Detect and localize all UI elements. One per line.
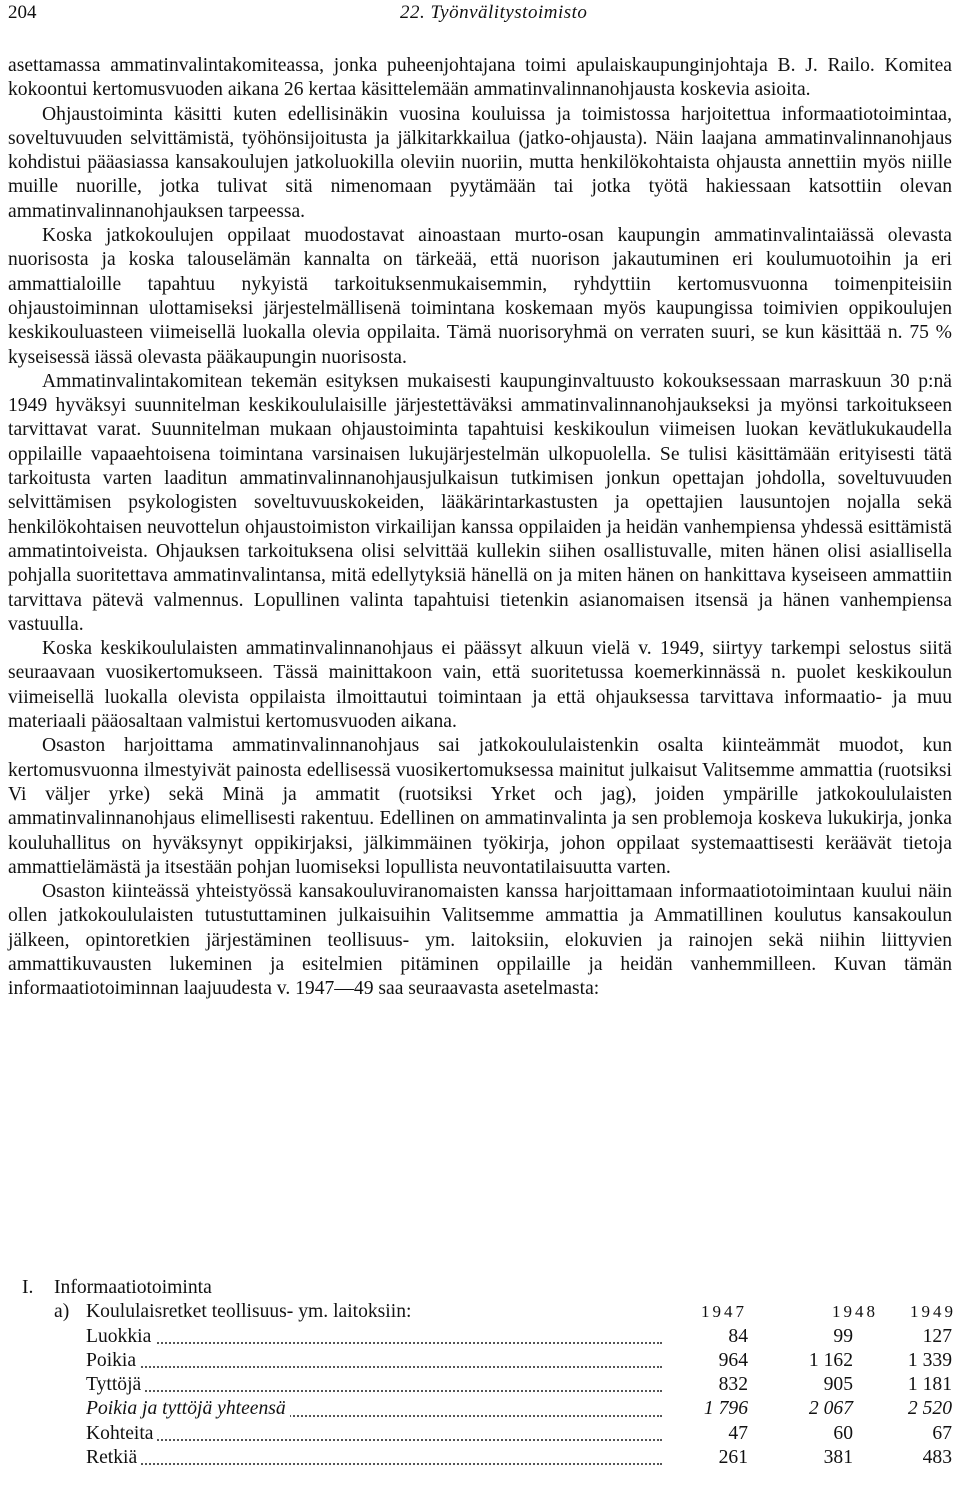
table-row <box>8 1325 952 1349</box>
year-header: 1949 <box>910 1302 956 1322</box>
statistics-table <box>8 1276 956 1470</box>
paragraph: Osaston harjoittama ammatinvalinnanohjaus sai jatkokoululaistenkin osalta kiinteämmät muodot, kun kertomusvuonna ilmestyivät painosta edellisessä vuosikertomuksessa mainitut julkaisut Valitsemme ammattia (ruotsiksi Vi väljer yrke) sekä Minä ja ammatit (ruotsiksi Yrket och jag), joiden ympärille jatkokoululaisten ammatinvalinnanohjaus elimellisesti rakentuu. Edellinen on ammatinvalinta ja sen problemoja koskeva lukukirja, jonka kouluhallitus on hyväksynyt oppikirjaksi, jälkimmäinen työkirja, johon oppilaat systemaattisesti keräävät tietoja ammattielämästä ja itsestään pohjan luomiseksi lopullista neuvontatilaisuutta varten. <box>8 735 952 878</box>
table-cell: 60 <box>833 1422 853 1444</box>
page-number: 204 <box>8 2 37 23</box>
section-number: I. <box>22 1277 34 1298</box>
dot-leader <box>86 1390 662 1392</box>
table-cell: 381 <box>823 1447 853 1469</box>
dot-leader <box>86 1342 662 1344</box>
table-row <box>8 1349 952 1373</box>
table-row <box>8 1422 952 1446</box>
section-heading-row <box>8 1276 952 1300</box>
row-label: Poikia <box>86 1350 140 1371</box>
paragraph: Osaston kiinteässä yhteistyössä kansakouluviranomaisten kanssa harjoittamaan informaatiotoimintaan kuului näin ollen jatkokoululaisten tutustuttaminen julkaisuihin Valitsemme ammattia ja Ammatillinen koulutus kansakoulun jälkeen, opintoretkien järjestäminen teollisuus- ym. laitoksiin, elokuvien ja rainojen sekä niihin liittyvien ammattikuvausten lukeminen ja esitelmien pitäminen oppilaille ja heidän vanhemmilleen. Kuvan tämän informaatiotoiminnan laajuudesta v. 1947—49 saa seuraavasta asetelmasta: <box>8 881 952 1000</box>
table-cell: 261 <box>718 1447 748 1469</box>
subsection-label: Koululaisretket teollisuus- ym. laitoksiin: <box>86 1301 412 1323</box>
section-label: Informaatiotoiminta <box>54 1277 212 1298</box>
table-cell: 483 <box>922 1447 952 1469</box>
paragraph: Koska jatkokoulujen oppilaat muodostavat ainoastaan murto-osan kaupungin ammatinvalintaiässä olevasta nuorisosta ja koska talouselämän kannalta on tärkeää, että nuorison jakautuminen eri koulumuotoihin ja eri ammattialoille tapahtuu nykyistä tarkoituksenmukaisemmin, ryhdyttiin kertomusvuonna toimenpiteisiin ohjaustoiminnan ulottamiseksi järjestelmällisenä toimintana koskemaan myös kaupungissa toimivien oppikoulujen keskikouluasteen viimeisellä luokalla olevia oppilaita. Tämä nuorisoryhmä on verraten suuri, se kun käsittää n. 75 % kyseisessä iässä olevasta pääkaupungin nuorisosta. <box>8 225 952 368</box>
dot-leader <box>86 1463 662 1465</box>
table-cell: 1 162 <box>808 1349 853 1371</box>
subsection-heading-row <box>8 1300 956 1324</box>
table-row <box>8 1446 952 1470</box>
dot-leader <box>86 1366 662 1368</box>
year-header: 1948 <box>832 1302 878 1322</box>
table-cell: 1 339 <box>907 1349 952 1371</box>
running-title: 22. Työnvälitystoimisto <box>400 2 588 23</box>
table-cell: 905 <box>823 1374 853 1396</box>
subsection-letter: a) <box>54 1301 70 1323</box>
table-cell: 84 <box>728 1325 748 1347</box>
table-row <box>8 1373 952 1397</box>
table-cell: 832 <box>718 1374 748 1396</box>
row-label: Tyttöjä <box>86 1374 145 1395</box>
row-label: Poikia ja tyttöjä yhteensä <box>86 1398 290 1419</box>
row-label: Retkiä <box>86 1447 141 1468</box>
table-cell: 1 181 <box>907 1374 952 1396</box>
table-cell: 2 520 <box>907 1398 952 1420</box>
table-cell: 67 <box>932 1422 952 1444</box>
table-cell: 2 067 <box>808 1398 853 1420</box>
year-header: 1947 <box>701 1302 747 1322</box>
table-cell: 1 796 <box>703 1398 748 1420</box>
body-text <box>8 54 952 1002</box>
page-header <box>8 0 952 40</box>
paragraph: Ammatinvalintakomitean tekemän esityksen mukaisesti kaupunginvaltuusto kokouksessaan marraskuun 30 p:nä 1949 hyväksyi suunnitelman keskikoululaisille järjestettäväksi ammatinvalinnanohjaukseksi ja myönsi tarkoitukseen tarvittavat varat. Suunnitelman mukaan ohjaustoiminta tapahtuisi keskikoulun viimeisen luokan kevätlukukaudella oppilaille vapaaehtoisena toimintana varsinaisen lukujärjestelmän ulkopuolella. Se tulisi käsittämään erityisesti tätä tarkoitusta varten laaditun ammatinvalinnanohjausjulkaisun tutkimisen jonkun opettajan johdolla, soveltuvuuden selvittämisen psykologisten soveltuvuuskokeiden, lääkärintarkastusten ja opettajien lausuntojen nojalla sekä henkilökohtaisen neuvottelun ohjaustoimiston virkailijan kanssa oppilaiden ja heidän vanhempiensa yhdessä esittämistä ammatintoiveista. Ohjauksen tarkoituksena olisi selvittää kullekin siihen osallistuvalle, miten hänen olisi asiallisella pohjalla suoritettava ammatinvalintansa, mitä edellytyksiä hänellä on ja miten hänen on hankittava kyseiseen ammattiin tarvittava pätevä valmennus. Lopullinen valinta tapahtuisi tietenkin asianomaisen itsensä ja hänen vanhempiensa vastuulla. <box>8 370 952 635</box>
table-cell: 964 <box>718 1349 748 1371</box>
row-label: Luokkia <box>86 1326 155 1347</box>
row-label: Kohteita <box>86 1423 157 1444</box>
paragraph: asettamassa ammatinvalintakomiteassa, jonka puheenjohtajana toimi apulaiskaupunginjohtaja B. J. Railo. Komitea kokoontui kertomusvuoden aikana 26 kertaa käsittelemään ammatinvalinnanohjausta koskevia asioita. <box>8 55 952 101</box>
dot-leader <box>86 1439 662 1441</box>
table-cell: 47 <box>728 1422 748 1444</box>
paragraph: Ohjaustoiminta käsitti kuten edellisinäkin vuosina kouluissa ja toimistossa harjoitettua informaatiotoimintaa, soveltuvuuden selvittämistä, työhönsijoitusta ja jälkitarkkailua (jatko-ohjausta). Näin laajana ammatinvalinnanohjaus kohdistui pääasiassa kansakoulujen jatkoluokilla oleviin nuoriin, mutta henkilökohtaista ohjausta annettiin myös niille muille nuorille, jotka tulivat sitä nimenomaan pyytämään tai jotka työtä hakiessaan katsottiin olevan ammatinvalinnanohjauksen tarpeessa. <box>8 103 952 222</box>
table-row-total <box>8 1397 952 1421</box>
table-cell: 99 <box>833 1325 853 1347</box>
table-cell: 127 <box>922 1325 952 1347</box>
paragraph: Koska keskikoululaisten ammatinvalinnanohjaus ei päässyt alkuun vielä v. 1949, siirtyy tarkempi selostus siitä seuraavaan vuosikertomukseen. Tässä mainittakoon vain, että suoritetussa koemerkinnässä n. puolet keskikoulun viimeisellä luokalla olevista oppilaista ilmoittautui toimintaan ja että ohjauksessa tarvittava informaatio- ja muu materiaali pääosaltaan valmistui kertomusvuoden aikana. <box>8 638 952 733</box>
